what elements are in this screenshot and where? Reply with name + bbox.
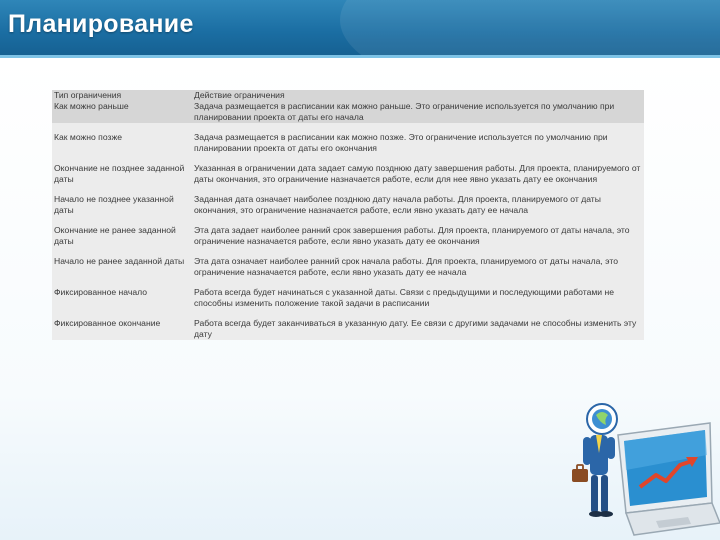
row-spacer: [52, 185, 644, 194]
table-row: [52, 132, 644, 154]
row-spacer: [52, 247, 644, 256]
table-row: [52, 318, 644, 340]
slide-title: Планирование: [8, 10, 194, 38]
constraint-action: Эта дата означает наиболее ранний срок начала работы. Для проекта, планируемого от даты начала, это ограничение назначается работе, если явно указать дату ее начала: [194, 256, 618, 277]
constraint-action: Задача размещается в расписании как можно раньше. Это ограничение используется по умолчанию при планировании проекта от даты его начала: [194, 101, 615, 122]
row-spacer: [52, 278, 644, 287]
table-row: [52, 194, 644, 216]
constraint-type: Как можно раньше: [54, 101, 129, 111]
constraint-action: Задача размещается в расписании как можно позже. Это ограничение используется по умолчанию при планировании проекта от даты его окончания: [194, 132, 608, 153]
constraint-type: Начало не ранее заданной даты: [54, 256, 185, 266]
table-row: [52, 101, 644, 123]
constraint-type: Как можно позже: [54, 132, 122, 142]
constraint-type: Окончание не позднее заданной даты: [54, 163, 185, 184]
column-header-type: Тип ограничения: [54, 90, 122, 100]
header-swoosh: [340, 0, 720, 58]
briefcase-icon: [572, 465, 588, 482]
constraint-action: Эта дата задает наиболее ранний срок завершения работы. Для проекта, планируемого от даты начала, это ограничение назначается работе, если явно указать дату ее окончания: [194, 225, 630, 246]
constraint-action: Работа всегда будет начинаться с указанной даты. Связи с предыдущими и последующими работами не способны изменить положение такой задачи в расписании: [194, 287, 614, 308]
businessman-laptop-illustration: [560, 395, 720, 540]
constraint-action: Указанная в ограничении дата задает самую позднюю дату завершения работы. Для проекта, планируемого от даты окончания, это ограничение назначается работе, если для нее явно указать дату ее окончания: [194, 163, 641, 184]
constraint-type: Фиксированное начало: [54, 287, 148, 297]
table-row: [52, 163, 644, 185]
table-row: [52, 256, 644, 278]
table-header-row: [52, 90, 644, 101]
table-row: [52, 287, 644, 309]
globe-icon: [587, 404, 617, 434]
row-spacer: [52, 309, 644, 318]
constraints-table: [52, 90, 644, 340]
column-header-action: Действие ограничения: [194, 90, 285, 100]
row-spacer: [52, 123, 644, 132]
row-spacer: [52, 154, 644, 163]
constraint-type: Фиксированное окончание: [54, 318, 161, 328]
constraint-type: Начало не позднее указанной даты: [54, 194, 174, 215]
title-bar: [0, 0, 720, 58]
constraint-action: Работа всегда будет заканчиваться в указанную дату. Ее связи с другими задачами не способны изменить эту дату: [194, 318, 637, 339]
row-spacer: [52, 216, 644, 225]
constraint-action: Заданная дата означает наиболее позднюю дату начала работы. Для проекта, планируемого от даты окончания, это ограничение назначается работе, если явно указать дату ее начала: [194, 194, 601, 215]
table-row: [52, 225, 644, 247]
constraint-type: Окончание не ранее заданной даты: [54, 225, 176, 246]
